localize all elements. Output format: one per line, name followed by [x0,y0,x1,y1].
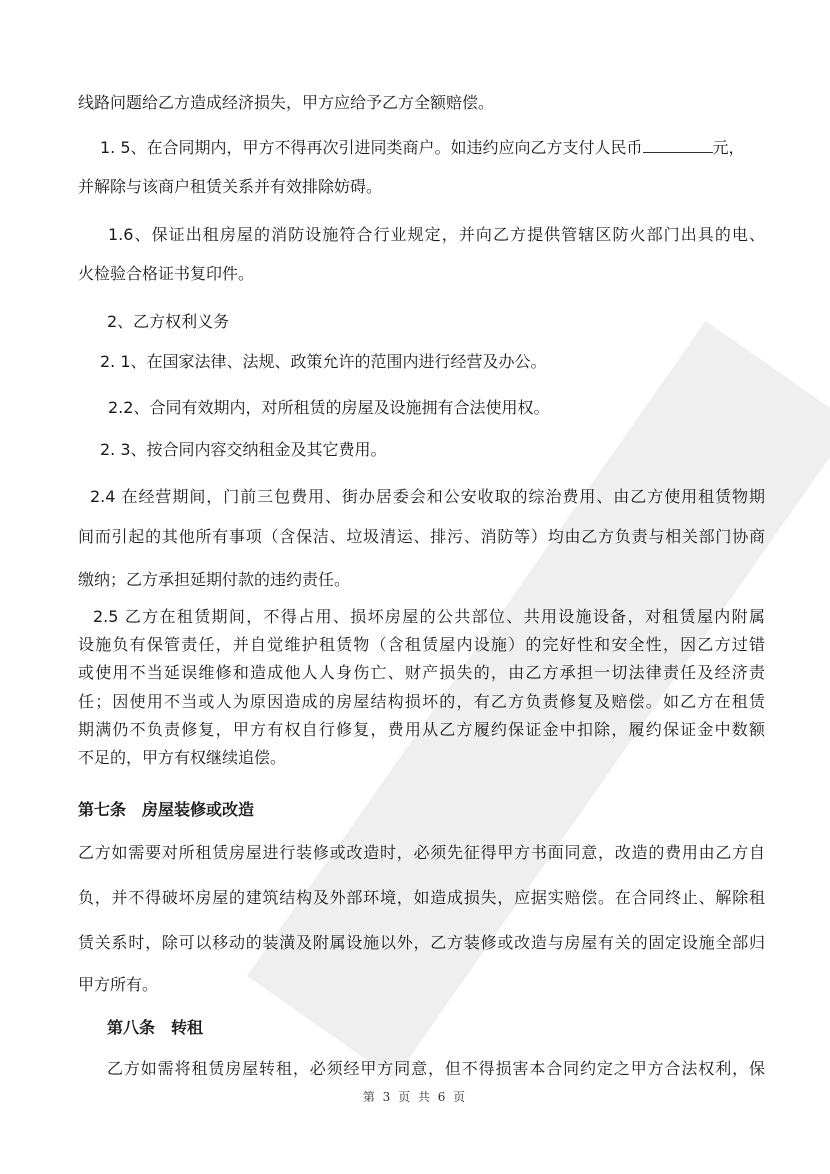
section-heading: 2、乙方权利义务 [107,312,230,331]
paragraph-line: 乙方如需要对所租赁房屋进行装修或改造时，必须先征得甲方书面同意，改造的费用由乙方自 [78,843,765,862]
paragraph-line: 不足的，甲方有权继续追偿。 [78,748,287,767]
clause-2-4: 2.4 在经营期间，门前三包费用、街办居委会和公安收取的综治费用、由乙方使用租赁物期 [90,487,765,506]
clause-text: 元， [712,138,745,157]
page-number: 第 3 页 共 6 页 [362,1090,468,1104]
clause-2-5: 2.5 乙方在租赁期间，不得占用、损坏房屋的公共部位、共用设施设备，对租赁屋内附属 [93,607,765,626]
paragraph-line: 期满仍不负责修复，甲方有权自行修复，费用从乙方履约保证金中扣除，履约保证金中数额 [78,720,765,739]
paragraph-line: 乙方如需将租赁房屋转租，必须经甲方同意，但不得损害本合同约定之甲方合法权利，保 [107,1059,765,1078]
clause-text: 1. 5、在合同期内，甲方不得再次引进同类商户。如违约应向乙方支付人民币 [100,138,643,157]
paragraph-line: 间而引起的其他所有事项（含保洁、垃圾清运、排污、消防等）均由乙方负责与相关部门协商 [78,527,765,546]
amount-blank [643,138,713,153]
clause-1-6: 1.6、保证出租房屋的消防设施符合行业规定，并向乙方提供管辖区防火部门出具的电、 [108,225,765,244]
paragraph-line: 或使用不当延误维修和造成他人人身伤亡、财产损失的，由乙方承担一切法律责任及经济责 [78,663,765,682]
clause-2-1: 2. 1、在国家法律、法规、政策允许的范围内进行经营及办公。 [100,352,547,371]
paragraph-line: 并解除与该商户租赁关系并有效排除妨碍。 [78,177,383,196]
clause-2-3: 2. 3、按合同内容交纳租金及其它费用。 [100,440,387,459]
paragraph-line: 火检验合格证书复印件。 [78,264,255,283]
article-7-heading: 第七条 房屋装修或改造 [78,800,255,819]
paragraph-line: 任；因使用不当或人为原因造成的房屋结构损坏的，有乙方负责修复及赔偿。如乙方在租赁 [78,692,765,711]
paragraph-line: 甲方所有。 [78,975,159,994]
clause-1-5 [100,138,765,158]
clause-2-2: 2.2、合同有效期内，对所租赁的房屋及设施拥有合法使用权。 [108,398,550,417]
paragraph-line: 设施负有保管责任，并自觉维护租赁物（含租赁屋内设施）的完好性和安全性，因乙方过错 [78,635,765,654]
paragraph-line: 负，并不得破坏房屋的建筑结构及外部环境，如造成损失，应据实赔偿。在合同终止、解除租 [78,888,765,907]
paragraph-line: 线路问题给乙方造成经济损失，甲方应给予乙方全额赔偿。 [78,93,495,112]
paragraph-line: 缴纳；乙方承担延期付款的违约责任。 [78,570,351,589]
paragraph-line: 赁关系时，除可以移动的装潢及附属设施以外，乙方装修或改造与房屋有关的固定设施全部归 [78,933,765,952]
article-8-heading: 第八条 转租 [107,1018,204,1037]
